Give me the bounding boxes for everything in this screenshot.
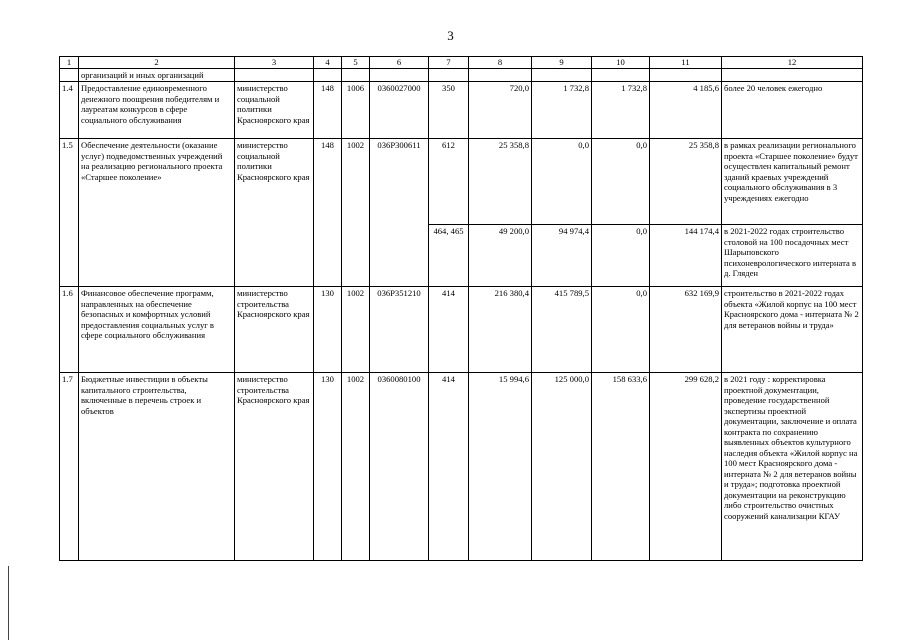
row-cell: 130 xyxy=(314,373,342,561)
row-cell: 0360027000 xyxy=(370,82,429,139)
table-row xyxy=(60,373,863,561)
row-cell: 414 xyxy=(429,373,469,561)
row-ministry: министерство строительства Красноярского края xyxy=(235,287,314,373)
row-cell: 125 000,0 xyxy=(532,373,592,561)
row-cell: 464, 465 xyxy=(429,225,469,287)
row-description xyxy=(79,225,235,287)
row-cell xyxy=(314,225,342,287)
row-cell: 414 xyxy=(429,287,469,373)
row-cell: 1002 xyxy=(342,287,370,373)
row-result: в 2021-2022 годах строительство столовой на 100 посадочных мест Шарыповского психоневрологического интерната в д. Гляден xyxy=(722,225,863,287)
row-cell: 0360080100 xyxy=(370,373,429,561)
row-cell: 632 169,9 xyxy=(650,287,722,373)
row-cell: 49 200,0 xyxy=(469,225,532,287)
row-cell xyxy=(370,225,429,287)
header-cell: 2 xyxy=(79,57,235,69)
row-cell: 15 994,6 xyxy=(469,373,532,561)
row-result: в 2021 году : корректировка проектной документации, проведение государственной экспертизы проектной документации, заключение и оплата контракта по сохранению выявленных объектов культурного наследия объекта «Жилой корпус на 100 мест Красноярского дома - интерната № 2 для ветеранов войны и труда»; подготовка проектной документации на реконструкцию либо строительство очистных сооружений канализации КГАУ xyxy=(722,373,863,561)
row-description: Предоставление единовременного денежного поощрения победителям и лауреатам конкурсов в сфере социального обслуживания xyxy=(79,82,235,139)
header-cell: 5 xyxy=(342,57,370,69)
row-cell xyxy=(342,225,370,287)
row-cell: 415 789,5 xyxy=(532,287,592,373)
header-cell: 4 xyxy=(314,57,342,69)
row-cell xyxy=(592,68,650,82)
row-ministry: министерство строительства Красноярского края xyxy=(235,373,314,561)
table-row xyxy=(60,287,863,373)
header-cell: 3 xyxy=(235,57,314,69)
row-num: 1.4 xyxy=(60,82,79,139)
row-ministry xyxy=(235,225,314,287)
scan-margin-line xyxy=(8,566,9,640)
row-num: 1.7 xyxy=(60,373,79,561)
header-cell: 6 xyxy=(370,57,429,69)
row-cell: 1002 xyxy=(342,373,370,561)
page-number: 3 xyxy=(447,28,454,43)
row-cell: 25 358,8 xyxy=(650,139,722,225)
header-row xyxy=(60,57,863,69)
row-cell: 0,0 xyxy=(592,139,650,225)
row-cell: 0,0 xyxy=(592,225,650,287)
row-result: более 20 человек ежегодно xyxy=(722,82,863,139)
row-cell: 036P300611 xyxy=(370,139,429,225)
header-cell: 10 xyxy=(592,57,650,69)
row-description: Бюджетные инвестиции в объекты капитального строительства, включенные в перечень строек и объектов xyxy=(79,373,235,561)
row-cell: 0,0 xyxy=(532,139,592,225)
row-ministry: министерство социальной политики Красноярского края xyxy=(235,139,314,225)
row-cell: 4 185,6 xyxy=(650,82,722,139)
table-row xyxy=(60,139,863,225)
row-cell xyxy=(532,68,592,82)
row-result: строительство в 2021-2022 годах объекта «Жилой корпус на 100 мест Красноярского дома - интерната № 2 для ветеранов войны и труда» xyxy=(722,287,863,373)
row-cell xyxy=(342,68,370,82)
row-cell xyxy=(469,68,532,82)
row-cell: 158 633,6 xyxy=(592,373,650,561)
header-cell: 1 xyxy=(60,57,79,69)
row-num xyxy=(60,68,79,82)
row-num: 1.5 xyxy=(60,139,79,225)
row-cell xyxy=(370,68,429,82)
row-cell: 612 xyxy=(429,139,469,225)
row-cell xyxy=(722,68,863,82)
row-cell: 144 174,4 xyxy=(650,225,722,287)
row-cell: 148 xyxy=(314,139,342,225)
row-cell: 130 xyxy=(314,287,342,373)
row-cell: 1 732,8 xyxy=(592,82,650,139)
row-ministry xyxy=(235,68,314,82)
table-row xyxy=(60,225,863,287)
table-row xyxy=(60,82,863,139)
header-cell: 8 xyxy=(469,57,532,69)
row-cell xyxy=(429,68,469,82)
header-cell: 12 xyxy=(722,57,863,69)
row-cell: 299 628,2 xyxy=(650,373,722,561)
row-cell: 1 732,8 xyxy=(532,82,592,139)
budget-table xyxy=(59,56,863,561)
row-cell: 1002 xyxy=(342,139,370,225)
table-row-continuation xyxy=(60,68,863,82)
row-cell: 036P351210 xyxy=(370,287,429,373)
row-cell: 1006 xyxy=(342,82,370,139)
row-cell: 350 xyxy=(429,82,469,139)
row-cell: 25 358,8 xyxy=(469,139,532,225)
header-cell: 11 xyxy=(650,57,722,69)
row-description: Финансовое обеспечение программ, направленных на обеспечение безопасных и комфортных условий предоставления социальных услуг в сфере социального обслуживания xyxy=(79,287,235,373)
row-cell: 216 380,4 xyxy=(469,287,532,373)
row-cell: 94 974,4 xyxy=(532,225,592,287)
row-cell: 0,0 xyxy=(592,287,650,373)
row-num xyxy=(60,225,79,287)
row-cell xyxy=(314,68,342,82)
header-cell: 7 xyxy=(429,57,469,69)
row-ministry: министерство социальной политики Красноярского края xyxy=(235,82,314,139)
row-description: Обеспечение деятельности (оказание услуг) подведомственных учреждений на реализацию регионального проекта «Старшее поколение» xyxy=(79,139,235,225)
row-num: 1.6 xyxy=(60,287,79,373)
header-cell: 9 xyxy=(532,57,592,69)
row-cell: 148 xyxy=(314,82,342,139)
row-cell xyxy=(650,68,722,82)
row-description: организаций и иных организаций xyxy=(79,68,235,82)
row-cell: 720,0 xyxy=(469,82,532,139)
row-result: в рамках реализации регионального проекта «Старшее поколение» будут осуществлен капитальный ремонт зданий краевых учреждений социального обслуживания в 3 учреждениях ежегодно xyxy=(722,139,863,225)
